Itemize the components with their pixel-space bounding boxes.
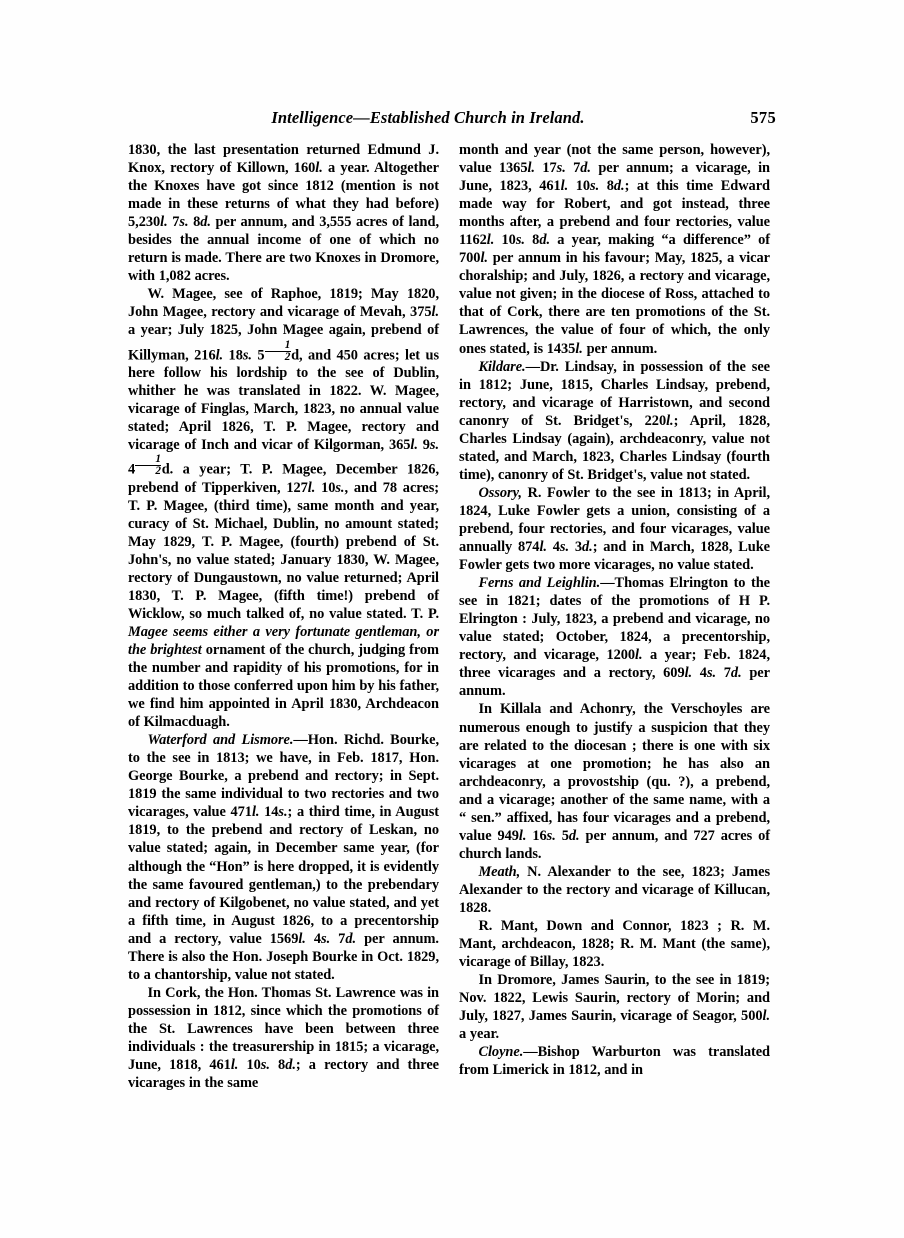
text-column-left [128,141,439,1171]
paragraph-down-connor: R. Mant, Down and Connor, 1823 ; R. M. Mant, archdeacon, 1828; R. M. Mant (the same), vicarage of Billay, 1823. [459,918,770,971]
section-head-ferns-leighlin: Ferns and Leighlin. [478,575,601,592]
body-columns [128,141,778,1171]
paragraph-ossory: Ossory, R. Fowler to the see in 1813; in April, 1824, Luke Fowler gets a union, consisting of a prebend, four rectories, and four vicarages, value annually 874l. 4s. 3d.; and in March, 1828, Luke Fowler gets two more vicarages, no value stated. [459,484,770,574]
running-head [128,108,776,134]
section-head-waterford-lismore: Waterford and Lismore. [147,732,294,749]
section-head-cloyne: Cloyne. [478,1044,524,1061]
text-column-right [459,141,770,1171]
paragraph-knox-continued: 1830, the last presentation returned Edmund J. Knox, rectory of Killown, 160l. a year. Altogether the Knoxes have got since 1812 (mention is not made in these returns of what they had before) 5,230l. 7s. 8d. per annum, and 3,555 acres of land, besides the annual income of one of which no return is made. There are two Knoxes in Dromore, with 1,082 acres. [128,142,440,285]
paragraph-killala-achonry: In Killala and Achonry, the Verschoyles are numerous enough to justify a suspicion that they are related to the diocesan ; there is one with six vicarages at one promotion; he has also an archdeaconry, a provostship (qu. ?), a prebend, and a vicarage; another of the same name, with a “ sen.” affixed, has four vicarages and a prebend, value 949l. 16s. 5d. per annum, and 727 acres of church lands. [459,701,770,862]
section-head-meath: Meath, [478,863,521,880]
page-running-title: Intelligence—Established Church in Ireland. [271,108,585,127]
paragraph-waterford-lismore: Waterford and Lismore.—Hon. Richd. Bourke, to the see in 1813; we have, in Feb. 1817, Hon. George Bourke, a prebend and rectory; in Sept. 1819 the same individual to two rectories and two vicarages, value 471l. 14s.; a third time, in August 1819, to the prebend and rectory of Leskan, no value stated; again, in December same year, (for although the “Hon” is here dropped, it is evidently the same favoured gentleman,) to the prebendary and rectory of Kilgobenet, no value stated, and yet a fifth time, in August 1826, to a precentorship and a rectory, value 1569l. 4s. 7d. per annum. There is also the Hon. Joseph Bourke in Oct. 1829, to a chantorship, value not stated. [128,732,439,983]
paragraph-cork-continued: month and year (not the same person, however), value 1365l. 17s. 7d. per annum; a vicarage, in June, 1823, 461l. 10s. 8d.; at this time Edward made way for Robert, and got instead, three months after, a prebend and four rectories, value 1162l. 10s. 8d. a year, making “a difference” of 700l. per annum in his favour; May, 1825, a vicar choralship; and July, 1826, a rectory and vicarage, value not given; in the diocese of Ross, attached to that of Cork, there are ten promotions of the St. Lawrences, the value of four of which, the only ones stated, is 1435l. per annum. [459,142,770,357]
paragraph-meath: Meath, N. Alexander to the see, 1823; James Alexander to the rectory and vicarage of Killucan, 1828. [459,863,770,916]
fraction-one-half: $\frac{1}{2}$ [265,340,291,363]
paragraph-cloyne: Cloyne.—Bishop Warburton was translated from Limerick in 1812, and in [459,1044,770,1079]
paragraph-dromore: In Dromore, James Saurin, to the see in 1819; Nov. 1822, Lewis Saurin, rectory of Morin; and July, 1827, James Saurin, vicarage of Seagor, 500l. a year. [459,972,770,1043]
paragraph-kildare: Kildare.—Dr. Lindsay, in possession of the see in 1812; June, 1815, Charles Lindsay, prebend, rectory, and vicarage of Harristown, and second canonry of St. Bridget's, 220l.; April, 1828, Charles Lindsay (again), archdeaconry, value not stated, and March, 1823, Charles Lindsay (fourth time), canonry of St. Bridget's, value not stated. [459,358,770,483]
page-number: 575 [750,108,776,127]
emphasised-phrase: Magee seems either a very fortunate gentleman, or the brightest [128,623,439,658]
paragraph-magee: W. Magee, see of Raphoe, 1819; May 1820, John Magee, rectory and vicarage of Mevah, 375l. a year; July 1825, John Magee again, prebend of Killyman, 216l. 18s. 5 $\frac{1}{2}$ d, and 450 acres; let us here follow his lordship to the see of Dublin, whither he was translated in 1822. W. Magee, vicarage of Finglas, March, 1823, no annual value stated; April 1826, T. P. Magee, rectory and vicarage of Inch and vicar of Kilgorman, 365l. 9s. 4 $\frac{1}{2}$ d. a year; T. P. Magee, December 1826, prebend of Tipperkiven, 127l. 10s., and 78 acres; T. P. Magee, (third time), same month and year, curacy of St. Michael, Dublin, no amount stated; May 1829, T. P. Magee, (fourth) prebend of St. John's, no value stated; January 1830, W. Magee, rectory of Dungaustown, no value returned; April 1830, T. P. Magee, (fifth time!) prebend of Wicklow, so much talked of, no value stated. T. P. Magee seems either a very fortunate gentleman, or the brightest ornament of the church, judging from the number and rapidity of his promotions, for in addition to those conferred upon him by his father, we find him appointed in April 1830, Archdeacon of Kilmacduagh. [128,286,439,731]
section-head-kildare: Kildare. [478,358,526,375]
paragraph-ferns-leighlin: Ferns and Leighlin.—Thomas Elrington to the see in 1821; dates of the promotions of H P. Elrington : July, 1823, a prebend and vicarage, no value stated; October, 1824, a precentorship, rectory, and vicarage, 1200l. a year; Feb. 1824, three vicarages and a rectory, 609l. 4s. 7d. per annum. [459,575,770,700]
paragraph-cork: In Cork, the Hon. Thomas St. Lawrence was in possession in 1812, since which the promotions of the St. Lawrences have been between three individuals : the treasurership in 1815; a vicarage, June, 1818, 461l. 10s. 8d.; a rectory and three vicarages in the same [128,984,440,1092]
section-head-ossory: Ossory, [478,484,522,501]
fraction-one-half: $\frac{1}{2}$ [135,454,161,477]
